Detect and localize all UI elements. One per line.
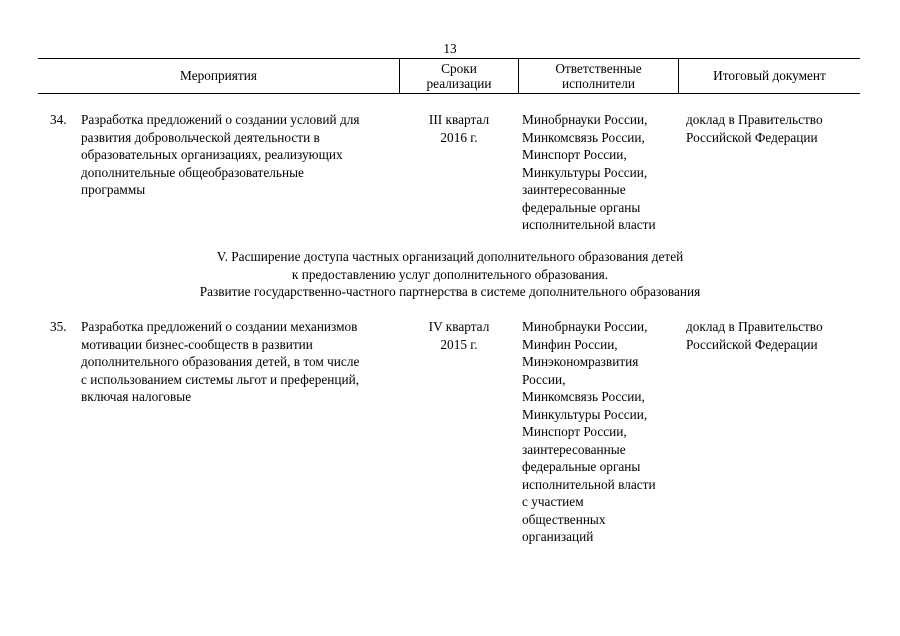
row-event: Разработка предложений о создании механизмов мотивации бизнес-сообществ в развитии дополнительного образования детей, в том числе с использованием системы льгот и преференций, включая налоговые	[81, 319, 360, 404]
row-document: доклад в Правительство Российской Федерации	[686, 319, 823, 352]
page-number: 13	[443, 41, 457, 56]
header-events: Мероприятия	[180, 68, 257, 83]
row-responsible: Минобрнауки России, Минкомсвязь России, Минспорт России, Минкультуры России, заинтересованные федеральные органы исполнительной власти	[522, 112, 656, 232]
row-number: 34.	[50, 112, 67, 127]
row-responsible: Минобрнауки России, Минфин России, Минэкономразвития России, Минкомсвязь России, Минкультуры России, Минспорт России, заинтересованные федеральные органы исполнительной власти с участием общественных организаций	[522, 319, 656, 544]
header-deadlines: Сроки реализации	[426, 60, 492, 91]
row-number: 35.	[50, 319, 67, 334]
row-deadline: III квартал 2016 г.	[428, 112, 490, 145]
header-document: Итоговый документ	[713, 68, 826, 83]
row-deadline: IV квартал 2015 г.	[428, 319, 490, 352]
section-heading: V. Расширение доступа частных организаций дополнительного образования детей к предоставлению услуг дополнительного образования. Развитие государственно-частного партнерства в системе дополнительного образования	[199, 249, 701, 299]
header-responsible: Ответственные исполнители	[555, 60, 642, 91]
header-rule-bottom	[38, 93, 860, 94]
row-event: Разработка предложений о создании условий для развития добровольческой деятельности в образовательных организациях, реализующих дополнительные общеобразовательные программы	[81, 112, 360, 197]
row-document: доклад в Правительство Российской Федерации	[686, 112, 823, 145]
